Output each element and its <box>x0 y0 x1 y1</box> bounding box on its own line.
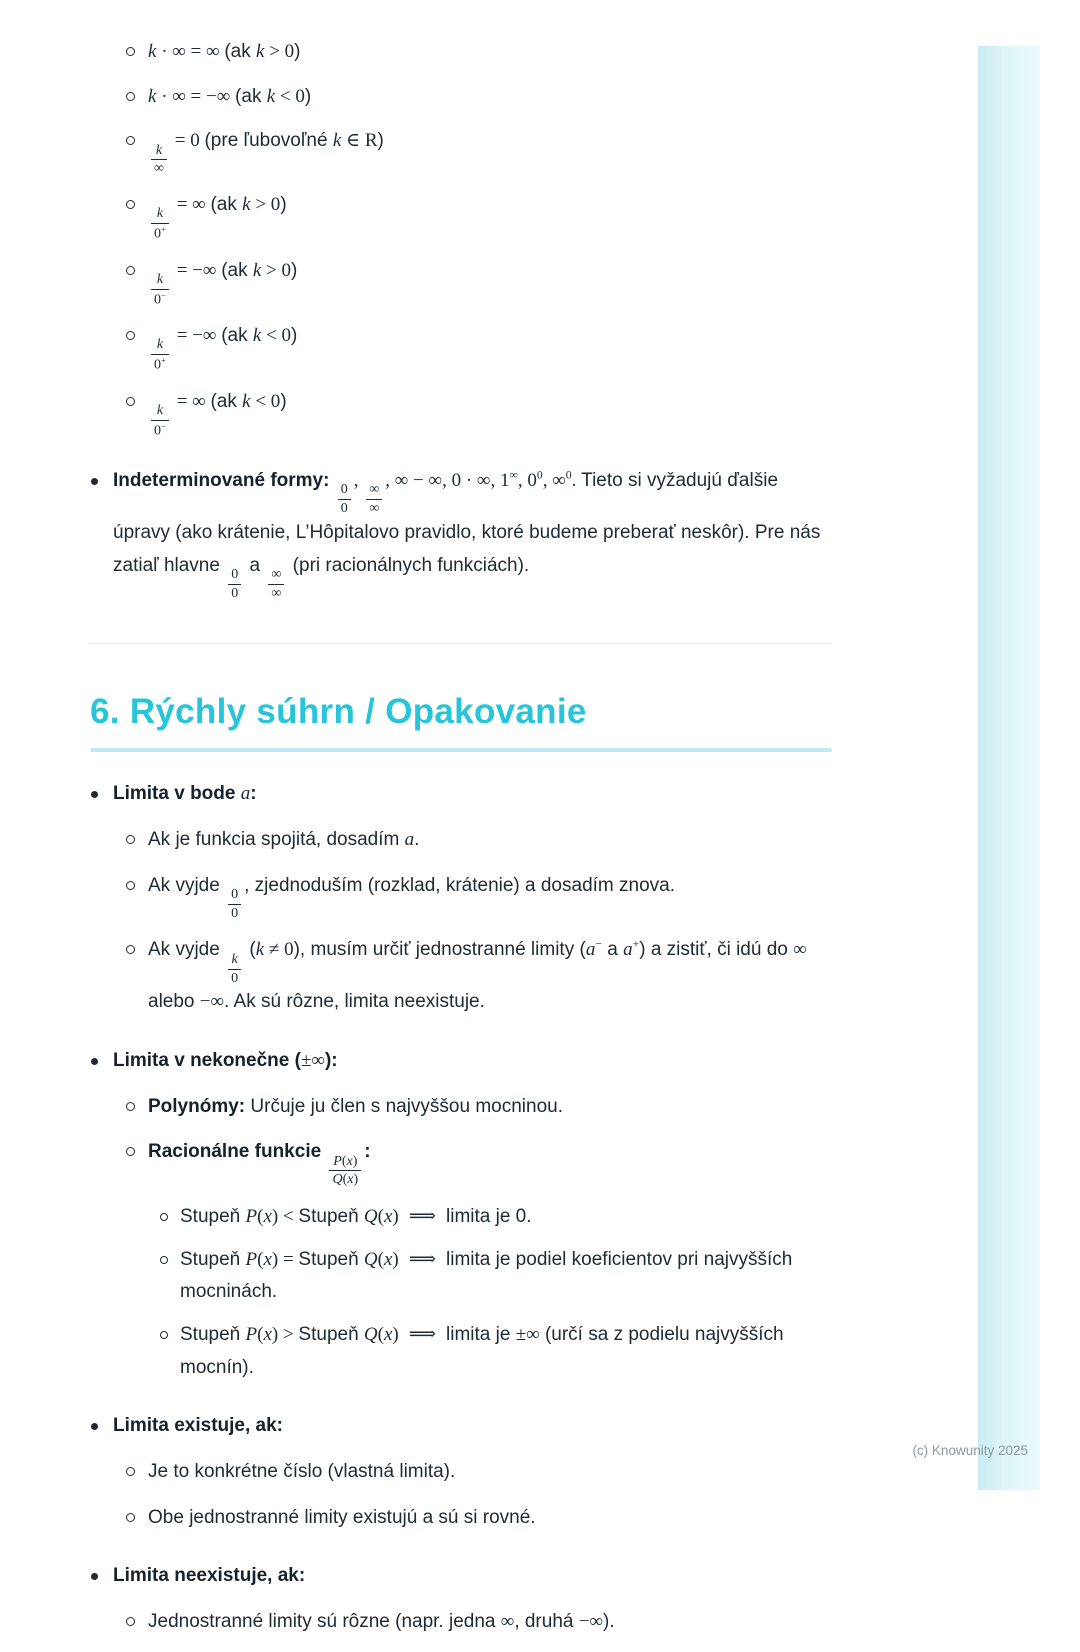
math-text: x <box>263 1248 272 1270</box>
text: ) <box>291 325 298 347</box>
bold-text: Limita existuje, ak: <box>113 1415 284 1437</box>
list-item <box>160 1244 832 1309</box>
math-text: = <box>278 1248 299 1270</box>
list-item-text <box>148 320 832 373</box>
text: (ak <box>221 259 253 281</box>
math-text: ( <box>257 1206 264 1228</box>
math-text: k <box>156 270 164 287</box>
math-text: ∞ <box>500 1611 515 1633</box>
list-item <box>126 870 832 922</box>
list-item-text <box>148 81 832 114</box>
list-item <box>90 465 832 601</box>
math-text: 0 <box>231 565 239 582</box>
math-text: x <box>347 1171 354 1188</box>
math-text: Q <box>363 1324 378 1346</box>
math-text: 0 <box>231 584 239 601</box>
math-text: x <box>383 1206 393 1228</box>
math-text: x <box>383 1248 393 1270</box>
math-text: k <box>242 194 251 216</box>
math-text: Q <box>363 1248 378 1270</box>
bullet-icon <box>126 200 135 209</box>
math-text: P <box>333 1152 342 1169</box>
list-item-text <box>148 870 832 922</box>
text: ) a zistiť, či idú do <box>639 939 794 961</box>
math-text: ( <box>342 1171 348 1188</box>
bullet-icon <box>160 1213 168 1221</box>
math-text: k <box>156 336 164 353</box>
math-text: ∈ R <box>341 130 378 152</box>
text: Určuje ju člen s najvyššou mocninou. <box>250 1095 563 1117</box>
math-text: ( <box>377 1324 384 1346</box>
section-heading: 6. Rýchly súhrn / Opakovanie <box>90 692 587 732</box>
math-text: ) <box>271 1206 279 1228</box>
bullet-icon <box>126 92 135 101</box>
text: ). <box>603 1611 615 1633</box>
text: ) <box>291 259 298 281</box>
bullet-icon <box>126 47 135 56</box>
decorative-strip <box>978 46 1040 1490</box>
math-text: 0 <box>231 904 239 921</box>
math-text: ±∞ <box>515 1324 540 1346</box>
bullet-icon <box>126 881 135 890</box>
math-text: , ∞ <box>542 470 566 492</box>
math-text: > 0 <box>250 194 281 216</box>
text: Ak vyjde <box>148 874 226 896</box>
fraction <box>151 206 169 242</box>
math-text: ∞ <box>271 584 282 601</box>
bullet-icon <box>126 266 135 275</box>
bullet-icon <box>91 1423 98 1430</box>
math-text: k <box>266 85 276 107</box>
math-text: = ∞ <box>171 194 211 216</box>
math-text: , 0 <box>517 470 537 492</box>
math-text: < 0 <box>250 390 281 412</box>
superscript: − <box>161 289 166 300</box>
list-item <box>126 1136 832 1188</box>
bold-text: Limita v bode <box>113 783 241 805</box>
math-text: > 0 <box>261 259 292 281</box>
list-item-text <box>113 1045 832 1078</box>
list-item-text <box>180 1244 832 1309</box>
bullet-icon <box>126 136 135 145</box>
math-text: −∞ <box>578 1611 604 1633</box>
text: (ak <box>210 390 243 412</box>
text: (pre ľubovoľné <box>204 130 333 152</box>
text: ) <box>304 85 312 107</box>
bullet-icon <box>126 397 135 406</box>
bullet-icon <box>126 1102 135 1111</box>
footer-credit: (c) Knowunity 2025 <box>912 1443 1028 1458</box>
math-text: ) <box>271 1248 279 1270</box>
text: limita je podiel koeficientov pri najvyšších mocninách. <box>180 1248 793 1303</box>
math-text: a <box>623 939 633 961</box>
math-text: k <box>332 130 342 152</box>
math-text: = −∞ <box>171 259 222 281</box>
math-text: ∞ <box>369 500 380 517</box>
bullet-icon <box>126 1513 135 1522</box>
superscript: + <box>632 938 640 952</box>
list-item <box>90 1045 832 1078</box>
bold-text: : <box>250 783 257 805</box>
text: Jednostranné limity sú rôzne (napr. jedna <box>148 1611 501 1633</box>
superscript: + <box>161 224 166 235</box>
math-text: a <box>240 783 251 805</box>
fraction <box>151 272 169 308</box>
math-text: Q <box>363 1206 378 1228</box>
bullet-icon <box>160 1256 168 1264</box>
bold-text: Racionálne funkcie <box>148 1141 327 1163</box>
math-text: k <box>252 259 262 281</box>
list-item <box>160 1319 832 1384</box>
list-item-text <box>113 1560 832 1593</box>
text: Ak vyjde <box>148 939 226 961</box>
math-text: ( <box>377 1206 384 1228</box>
bullet-icon <box>126 331 135 340</box>
list-item-text <box>113 1410 832 1443</box>
fraction <box>329 1154 361 1189</box>
bullet-icon <box>126 945 135 954</box>
math-text: k <box>231 950 238 967</box>
list-item-text <box>113 778 832 811</box>
math-text: k <box>156 401 164 418</box>
math-text: x <box>346 1152 353 1169</box>
text: Stupeň <box>180 1324 246 1346</box>
fraction <box>338 482 351 517</box>
math-text: 0 <box>231 969 239 986</box>
math-text: a <box>585 939 596 961</box>
list-item-text <box>180 1319 832 1384</box>
math-text: 0 <box>154 291 162 308</box>
math-text: ) <box>271 1324 279 1346</box>
math-text: = 0 <box>170 130 205 152</box>
bold-text: Indeterminované formy: <box>113 470 335 492</box>
section-divider <box>90 643 832 644</box>
math-text: ( <box>257 1248 264 1270</box>
list-item-text <box>148 255 832 308</box>
math-text: k <box>256 41 265 62</box>
math-text: ⟹ <box>408 1248 436 1270</box>
list-item-text <box>148 1606 832 1639</box>
math-text: . <box>571 470 582 492</box>
text: . Ak sú rôzne, limita neexistuje. <box>224 991 485 1013</box>
list-item <box>126 189 832 242</box>
math-text: k <box>148 41 157 62</box>
bullet-icon <box>126 1147 135 1156</box>
bullet-icon <box>126 1467 135 1476</box>
text: (ak <box>224 41 257 62</box>
list-item <box>90 778 832 811</box>
text: a <box>244 554 266 576</box>
math-text: P <box>245 1324 258 1346</box>
list-item-text <box>113 465 832 601</box>
fraction <box>268 567 284 602</box>
math-text: Q <box>332 1171 343 1188</box>
superscript: 0 <box>536 468 543 482</box>
bold-text: Limita neexistuje, ak: <box>113 1565 306 1587</box>
list-item <box>126 1606 832 1639</box>
fraction <box>366 482 382 517</box>
text: Ak je funkcia spojitá, dosadím <box>148 829 405 851</box>
math-text: < 0 <box>261 325 292 347</box>
summary-list <box>90 778 832 1638</box>
math-text: k <box>156 205 164 222</box>
bold-text: ): <box>324 1049 338 1071</box>
fraction <box>228 567 241 602</box>
list-item-text <box>148 934 832 1018</box>
math-text: ) <box>392 1248 399 1270</box>
list-item <box>126 125 832 177</box>
superscript: + <box>161 355 166 366</box>
math-text: k <box>252 325 262 347</box>
math-text: x <box>263 1206 272 1228</box>
bullet-icon <box>91 791 98 798</box>
fraction <box>151 337 169 373</box>
math-text: ≠ 0 <box>264 939 294 961</box>
list-item <box>126 934 832 1018</box>
math-text: 0 <box>154 356 162 373</box>
text: . <box>414 829 420 851</box>
list-item <box>126 386 832 439</box>
text: ) <box>280 194 287 216</box>
fraction <box>151 143 167 178</box>
text: alebo <box>148 991 200 1013</box>
list-item-text <box>148 1502 832 1535</box>
text: (ak <box>235 85 267 107</box>
math-text: k <box>155 141 163 158</box>
math-text: −∞ <box>199 991 225 1013</box>
math-text: ⟹ <box>408 1324 436 1346</box>
math-text: = ∞ <box>171 390 211 412</box>
list-item-text <box>148 125 832 177</box>
list-item <box>160 1201 832 1234</box>
text: (pri racionálnych funkciách). <box>287 554 530 576</box>
list-item-text <box>148 36 832 69</box>
list-item <box>126 824 832 857</box>
list-item-text <box>180 1201 832 1234</box>
text: , zjednoduším (rozklad, krátenie) a dosadím znova. <box>244 874 676 896</box>
text: , druhá <box>514 1611 579 1633</box>
text: Tieto si vyžadujú ďalšie úpravy (ako krátenie, L’Hôpitalovo pravidlo, ktoré budeme preberať neskôr). Pre nás zatiaľ hlavne <box>113 470 821 576</box>
text: (určí sa z podielu najvyšších mocnín). <box>180 1324 784 1378</box>
text: limita je 0. <box>446 1206 532 1228</box>
bullet-icon <box>160 1331 168 1339</box>
math-text: , ∞ − ∞, 0 · ∞, 1 <box>385 470 510 492</box>
list-item-text <box>148 824 832 857</box>
math-text: 0 <box>340 481 348 498</box>
math-text: > 0 <box>264 41 295 62</box>
fraction <box>151 403 169 439</box>
list-item <box>126 1502 832 1535</box>
text: Stupeň <box>298 1324 364 1346</box>
text: ) <box>280 390 287 412</box>
math-text: k <box>255 939 265 961</box>
list-item-text <box>148 189 832 242</box>
math-text: < <box>278 1206 299 1228</box>
math-text: P <box>245 1248 258 1270</box>
math-text: a <box>404 829 415 851</box>
math-text: ) <box>392 1206 399 1228</box>
math-text: < 0 <box>275 85 305 107</box>
fraction <box>228 952 241 987</box>
list-item-text <box>148 386 832 439</box>
math-text: ⟹ <box>408 1206 436 1228</box>
math-text: ∞ <box>271 565 282 582</box>
superscript: − <box>595 938 602 952</box>
math-text: k <box>242 390 251 412</box>
bullet-icon <box>91 478 98 485</box>
text: Stupeň <box>180 1248 246 1270</box>
math-text: 0 <box>154 225 162 242</box>
math-text: x <box>383 1324 393 1346</box>
math-text: ( <box>341 1152 347 1169</box>
text: (ak <box>210 194 243 216</box>
math-text: ∞ <box>369 481 380 498</box>
bullet-icon <box>126 835 135 844</box>
list-item <box>126 81 832 114</box>
math-text: 0 <box>231 885 239 902</box>
bold-text: Polynómy: <box>148 1095 251 1117</box>
text: Stupeň <box>298 1206 364 1228</box>
math-text: · ∞ = ∞ <box>156 41 225 62</box>
math-text: ( <box>257 1324 264 1346</box>
heading-underline <box>90 748 832 752</box>
formula-list <box>90 36 832 601</box>
math-text: P <box>245 1206 258 1228</box>
math-text: x <box>263 1324 272 1346</box>
text: Stupeň <box>298 1248 364 1270</box>
bold-text: Limita v nekonečne ( <box>113 1049 301 1071</box>
superscript: − <box>161 420 166 431</box>
math-text: ∞ <box>793 939 807 961</box>
fraction <box>228 887 241 922</box>
list-item <box>90 1410 832 1443</box>
math-text: , <box>353 470 364 492</box>
list-item <box>126 320 832 373</box>
text: ) <box>294 41 301 62</box>
math-text: = −∞ <box>171 325 222 347</box>
text: Je to konkrétne číslo (vlastná limita). <box>148 1461 456 1483</box>
bold-text: : <box>364 1141 371 1163</box>
math-text: ) <box>353 1171 359 1188</box>
text: limita je <box>446 1324 516 1346</box>
bullet-icon <box>91 1058 98 1065</box>
list-item <box>126 255 832 308</box>
list-item <box>126 1091 832 1124</box>
text: Obe jednostranné limity existujú a sú si rovné. <box>148 1506 536 1528</box>
math-text: k <box>148 85 157 107</box>
superscript: ∞ <box>509 468 518 482</box>
text: Stupeň <box>180 1206 246 1228</box>
superscript: 0 <box>565 468 572 482</box>
math-text: ∞ <box>154 160 165 177</box>
bullet-icon <box>126 1617 135 1626</box>
list-item <box>90 1560 832 1593</box>
math-text: ±∞ <box>300 1049 325 1071</box>
text: ) <box>377 130 384 152</box>
list-item-text <box>148 1456 832 1489</box>
text: ), musím určiť jednostranné limity ( <box>293 939 586 961</box>
math-text: 0 <box>340 500 348 517</box>
text: ( <box>244 939 256 961</box>
list-item-text <box>148 1136 832 1188</box>
list-item-text <box>148 1091 832 1124</box>
math-text: ) <box>352 1152 358 1169</box>
list-item <box>126 1456 832 1489</box>
math-text: · ∞ = −∞ <box>156 85 236 107</box>
math-text: ) <box>392 1324 399 1346</box>
math-text: > <box>278 1324 299 1346</box>
text: a <box>601 939 624 961</box>
math-text: ( <box>377 1248 384 1270</box>
list-item <box>126 36 832 69</box>
bullet-icon <box>91 1573 98 1580</box>
text: (ak <box>221 325 253 347</box>
math-text: 0 <box>154 422 162 439</box>
page-content <box>90 36 832 1652</box>
